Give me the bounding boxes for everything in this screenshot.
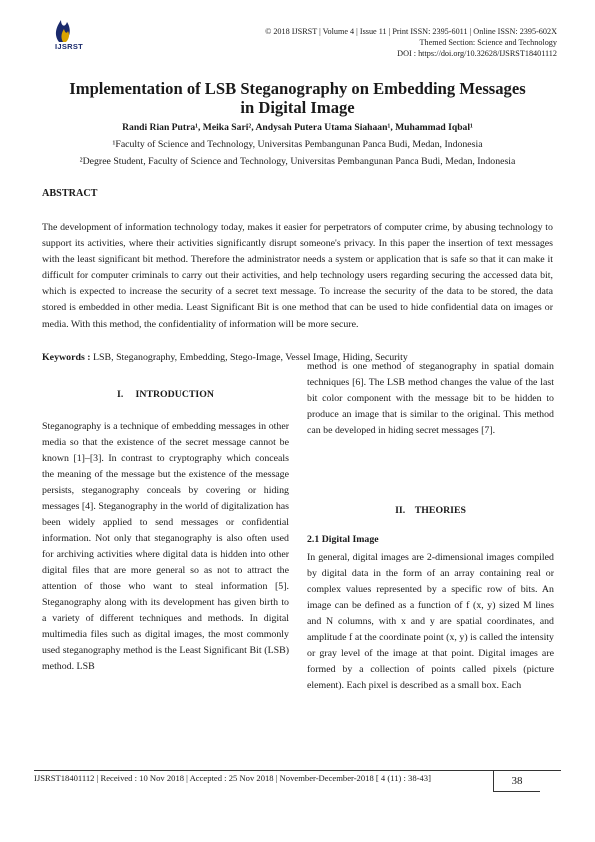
page-number: 38 bbox=[493, 771, 540, 792]
abstract-text: The development of information technology today, makes it easier for perpetrators of computer crime, by abusing technology to support its activities, where their activities significantly disrupt someone's privacy. In this paper the insertion of text messages with the least significant bit method. Therefore the administrator needs a system or application that is safe so that it can make it difficult for computer criminals to carry out their activities, and help technology users regarding securing the accessed data bit, which is expected to increase the security of a secret text message. To increase the security of the data to be stored, the data stored is embedded in other media. Least Significant Bit is one method that can be used to hide confidential data on images or media. With this method, the confidentiality of information will be more secure. bbox=[42, 222, 553, 330]
introduction-continued-text: method is one method of steganography in spatial domain techniques [6]. The LSB method changes the value of the last bit color component with the message bit to be hidden to produce an image that is similar to the original. This method can be developed in hiding secret messages [7]. bbox=[307, 361, 554, 436]
journal-header bbox=[177, 26, 557, 59]
paper-title bbox=[30, 79, 565, 117]
section-introduction-heading: I. INTRODUCTION bbox=[117, 389, 214, 400]
subsection-digital-image-heading: 2.1 Digital Image bbox=[307, 534, 379, 545]
keywords-label: Keywords : bbox=[42, 352, 91, 363]
author-list: Randi Rian Putra¹, Meika Sari², Andysah Putera Utama Siahaan¹, Muhammad Iqbal¹ bbox=[122, 122, 473, 133]
journal-logo bbox=[45, 12, 101, 56]
digital-image-text: In general, digital images are 2-dimensional images compiled by digital data in the form of an array containing real or complex values represented by a specific row of bits. An image can be defined as a function of f (x, y) sized M lines and N columns, with x and y are spatial coordinates, and amplitude f at the coordinate point (x, y) is called the intensity or gray level of the image at that point. Digital images are formed by a collection of points called pixels (picture element). Each pixel is described as a small box. Each bbox=[307, 552, 554, 691]
footer-rule bbox=[34, 770, 561, 771]
logo-flame-icon bbox=[45, 12, 85, 44]
keywords-list: LSB, Steganography, Embedding, Stego-Image, Vessel Image, Hiding, Security bbox=[90, 352, 408, 363]
introduction-text: Steganography is a technique of embedding messages in other media so that the existence of the secret message cannot be known [1]–[3]. In contrast to cryptography which conceals the meaning of the message but the existence of the message persists, steganography conceals by covering or hiding messages [4]. Steganography in the world of digitalization has been widely applied to send messages or confidential information. Not only that steganography is also often used for archiving activities where digital data is hidden into other digital files that are more general so as not to attract the attention of those who want to steal information [5]. Steganography along with its development has given birth to a variety of different techniques and methods. In digital multimedia files such as digital images, the most commonly used steganography method is the Least Significant Bit (LSB) method. LSB bbox=[42, 421, 289, 672]
affiliation-2: ²Degree Student, Faculty of Science and Technology, Universitas Pembangunan Panca Budi, Medan, Indonesia bbox=[79, 156, 516, 167]
header-section-line: Themed Section: Science and Technology bbox=[419, 38, 557, 47]
abstract-heading: ABSTRACT bbox=[42, 188, 98, 199]
section-theories-heading: II. THEORIES bbox=[395, 505, 466, 516]
header-doi-line: DOI : https://doi.org/10.32628/IJSRST18401112 bbox=[397, 49, 557, 58]
footer-citation: IJSRST18401112 | Received : 10 Nov 2018 | Accepted : 25 Nov 2018 | November-December-2018 [ 4 (11) : 38-43] bbox=[34, 773, 431, 783]
logo-text: IJSRST bbox=[55, 42, 84, 51]
header-issue-line: © 2018 IJSRST | Volume 4 | Issue 11 | Print ISSN: 2395-6011 | Online ISSN: 2395-602X bbox=[265, 27, 557, 36]
affiliation-1: ¹Faculty of Science and Technology, Universitas Pembangunan Panca Budi, Medan, Indonesia bbox=[112, 139, 483, 150]
paper-title-line-2: in Digital Image bbox=[240, 98, 355, 117]
paper-title-line-1: Implementation of LSB Steganography on Embedding Messages bbox=[69, 79, 526, 98]
